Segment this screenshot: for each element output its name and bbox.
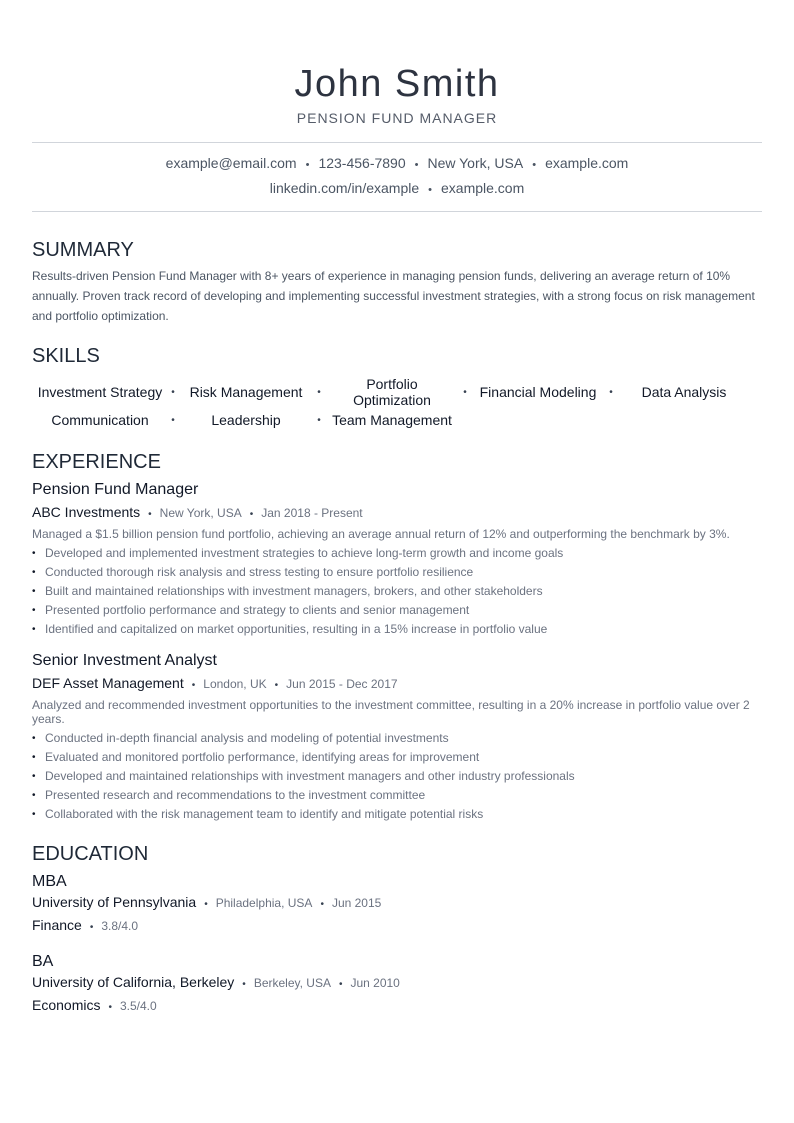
skill-cell <box>32 412 178 428</box>
list-item <box>32 748 762 767</box>
edu-field: Economics <box>32 997 101 1013</box>
skill-cell <box>324 412 470 428</box>
bullet-dot: • <box>32 624 36 635</box>
separator-dot: • <box>148 509 152 520</box>
resume-page <box>32 0 762 1018</box>
edu-field-line <box>32 995 762 1018</box>
separator-dot: • <box>414 159 419 171</box>
bullet-text: Evaluated and monitored portfolio performance, identifying areas for improvement <box>45 750 480 764</box>
edu-field: Finance <box>32 917 82 933</box>
edu-field-line <box>32 915 762 938</box>
job-description: Analyzed and recommended investment opportunities to the investment committee, resulting in a 20% increase in portfolio value over 2 years. <box>32 698 750 726</box>
edu-location: Berkeley, USA <box>253 976 331 990</box>
job-role: Pension Fund Manager <box>32 481 199 498</box>
education-entry <box>32 952 762 1018</box>
bullet-dot: • <box>32 567 36 578</box>
list-item <box>32 767 762 786</box>
job-meta <box>32 502 762 525</box>
skill-item: Leadership <box>211 412 281 428</box>
skill-item: Portfolio Optimization <box>353 376 431 408</box>
bullet-dot: • <box>32 733 36 744</box>
contact-website[interactable]: example.com <box>545 155 629 171</box>
bullet-text: Presented research and recommendations to the investment committee <box>45 788 426 802</box>
bullet-text: Presented portfolio performance and strategy to clients and senior management <box>45 603 470 617</box>
contact-website-2[interactable]: example.com <box>441 180 525 196</box>
candidate-name: John Smith <box>294 63 500 105</box>
list-item <box>32 544 762 563</box>
contact-linkedin[interactable]: linkedin.com/in/example <box>269 180 420 196</box>
separator-dot: • <box>191 680 196 691</box>
separator-dot: • <box>428 184 432 196</box>
skill-cell <box>32 384 178 400</box>
bullet-dot: • <box>32 752 36 763</box>
edu-location: Philadelphia, USA <box>215 896 313 910</box>
list-item <box>32 805 762 824</box>
job-meta <box>32 673 762 696</box>
experience-heading: EXPERIENCE <box>32 451 161 473</box>
education-entry <box>32 872 762 938</box>
separator-dot: • <box>204 899 208 910</box>
list-item <box>32 620 762 639</box>
separator-dot: • <box>609 386 613 398</box>
job-dates: Jun 2015 - Dec 2017 <box>286 677 398 691</box>
skill-cell <box>616 384 762 400</box>
bullet-dot: • <box>32 771 36 782</box>
edu-school-line <box>32 892 762 915</box>
job-company: DEF Asset Management <box>32 675 184 691</box>
bullet-dot: • <box>32 809 36 820</box>
edu-degree: MBA <box>32 873 67 890</box>
skill-cell <box>470 384 616 400</box>
bullet-text: Developed and implemented investment strategies to achieve long-term growth and income goals <box>45 546 564 560</box>
skill-item: Investment Strategy <box>37 384 163 400</box>
job-description: Managed a $1.5 billion pension fund portfolio, achieving an average annual return of 12% and outperforming the benchmark by 3%. <box>32 527 730 541</box>
bullet-text: Identified and capitalized on market opportunities, resulting in a 15% increase in portfolio value <box>45 622 548 636</box>
job-company: ABC Investments <box>32 504 141 520</box>
summary-heading: SUMMARY <box>32 239 134 261</box>
job-bullets <box>32 544 762 639</box>
list-item <box>32 582 762 601</box>
edu-school: University of Pennsylvania <box>32 894 197 910</box>
edu-school-line <box>32 972 762 995</box>
edu-school: University of California, Berkeley <box>32 974 235 990</box>
contact-row-1 <box>32 152 762 177</box>
skill-item: Risk Management <box>189 384 303 400</box>
separator-dot: • <box>242 979 246 990</box>
skill-item: Data Analysis <box>641 384 727 400</box>
skills-row <box>32 376 762 408</box>
separator-dot: • <box>305 159 310 171</box>
job-entry <box>32 480 762 639</box>
resume-header <box>32 0 762 126</box>
separator-dot: • <box>171 414 175 426</box>
separator-dot: • <box>317 414 321 426</box>
bullet-dot: • <box>32 548 36 559</box>
education-heading: EDUCATION <box>32 843 149 865</box>
edu-degree: BA <box>32 953 54 970</box>
separator-dot: • <box>89 922 94 933</box>
edu-date: Jun 2010 <box>350 976 400 990</box>
skills-row <box>32 408 762 432</box>
job-dates: Jan 2018 - Present <box>261 506 363 520</box>
bullet-text: Built and maintained relationships with investment managers, brokers, and other stakeholders <box>45 584 543 598</box>
skill-cell <box>324 376 470 408</box>
job-entry <box>32 651 762 824</box>
contact-location: New York, USA <box>427 155 524 171</box>
separator-dot: • <box>317 386 321 398</box>
edu-gpa: 3.5/4.0 <box>119 999 157 1013</box>
separator-dot: • <box>463 386 467 398</box>
job-bullets <box>32 729 762 824</box>
skill-cell <box>178 412 324 428</box>
skill-item: Communication <box>51 412 149 428</box>
bullet-dot: • <box>32 790 36 801</box>
list-item <box>32 601 762 620</box>
skill-item: Team Management <box>332 412 452 428</box>
summary-text: Results-driven Pension Fund Manager with 8+ years of experience in managing pension funds, delivering an average return of 10% annually. Proven track record of developing and implementing successful investment strategies, with a strong focus on risk management and portfolio optimization. <box>32 269 755 323</box>
bullet-text: Conducted thorough risk analysis and stress testing to ensure portfolio resilience <box>45 565 474 579</box>
list-item <box>32 563 762 582</box>
separator-dot: • <box>532 159 537 171</box>
separator-dot: • <box>338 979 343 990</box>
contact-phone[interactable]: 123-456-7890 <box>318 155 406 171</box>
bullet-text: Developed and maintained relationships with investment managers and other industry professionals <box>45 769 575 783</box>
bullet-text: Collaborated with the risk management team to identify and mitigate potential risks <box>45 807 484 821</box>
skills-grid <box>32 376 762 432</box>
separator-dot: • <box>171 386 175 398</box>
edu-gpa: 3.8/4.0 <box>101 919 139 933</box>
job-location: London, UK <box>203 677 267 691</box>
bullet-dot: • <box>32 586 36 597</box>
skill-item: Financial Modeling <box>479 384 597 400</box>
list-item <box>32 729 762 748</box>
contact-block <box>32 142 762 212</box>
candidate-title: PENSION FUND MANAGER <box>296 110 498 126</box>
skills-heading: SKILLS <box>32 345 100 367</box>
contact-email[interactable]: example@email.com <box>165 155 297 171</box>
separator-dot: • <box>108 1002 112 1013</box>
bullet-dot: • <box>32 605 36 616</box>
separator-dot: • <box>274 680 279 691</box>
skill-cell <box>178 384 324 400</box>
contact-row-2 <box>32 177 762 202</box>
separator-dot: • <box>249 509 254 520</box>
separator-dot: • <box>320 899 324 910</box>
job-location: New York, USA <box>159 506 242 520</box>
job-role: Senior Investment Analyst <box>32 652 217 669</box>
edu-date: Jun 2015 <box>331 896 382 910</box>
bullet-text: Conducted in-depth financial analysis and modeling of potential investments <box>45 731 449 745</box>
list-item <box>32 786 762 805</box>
